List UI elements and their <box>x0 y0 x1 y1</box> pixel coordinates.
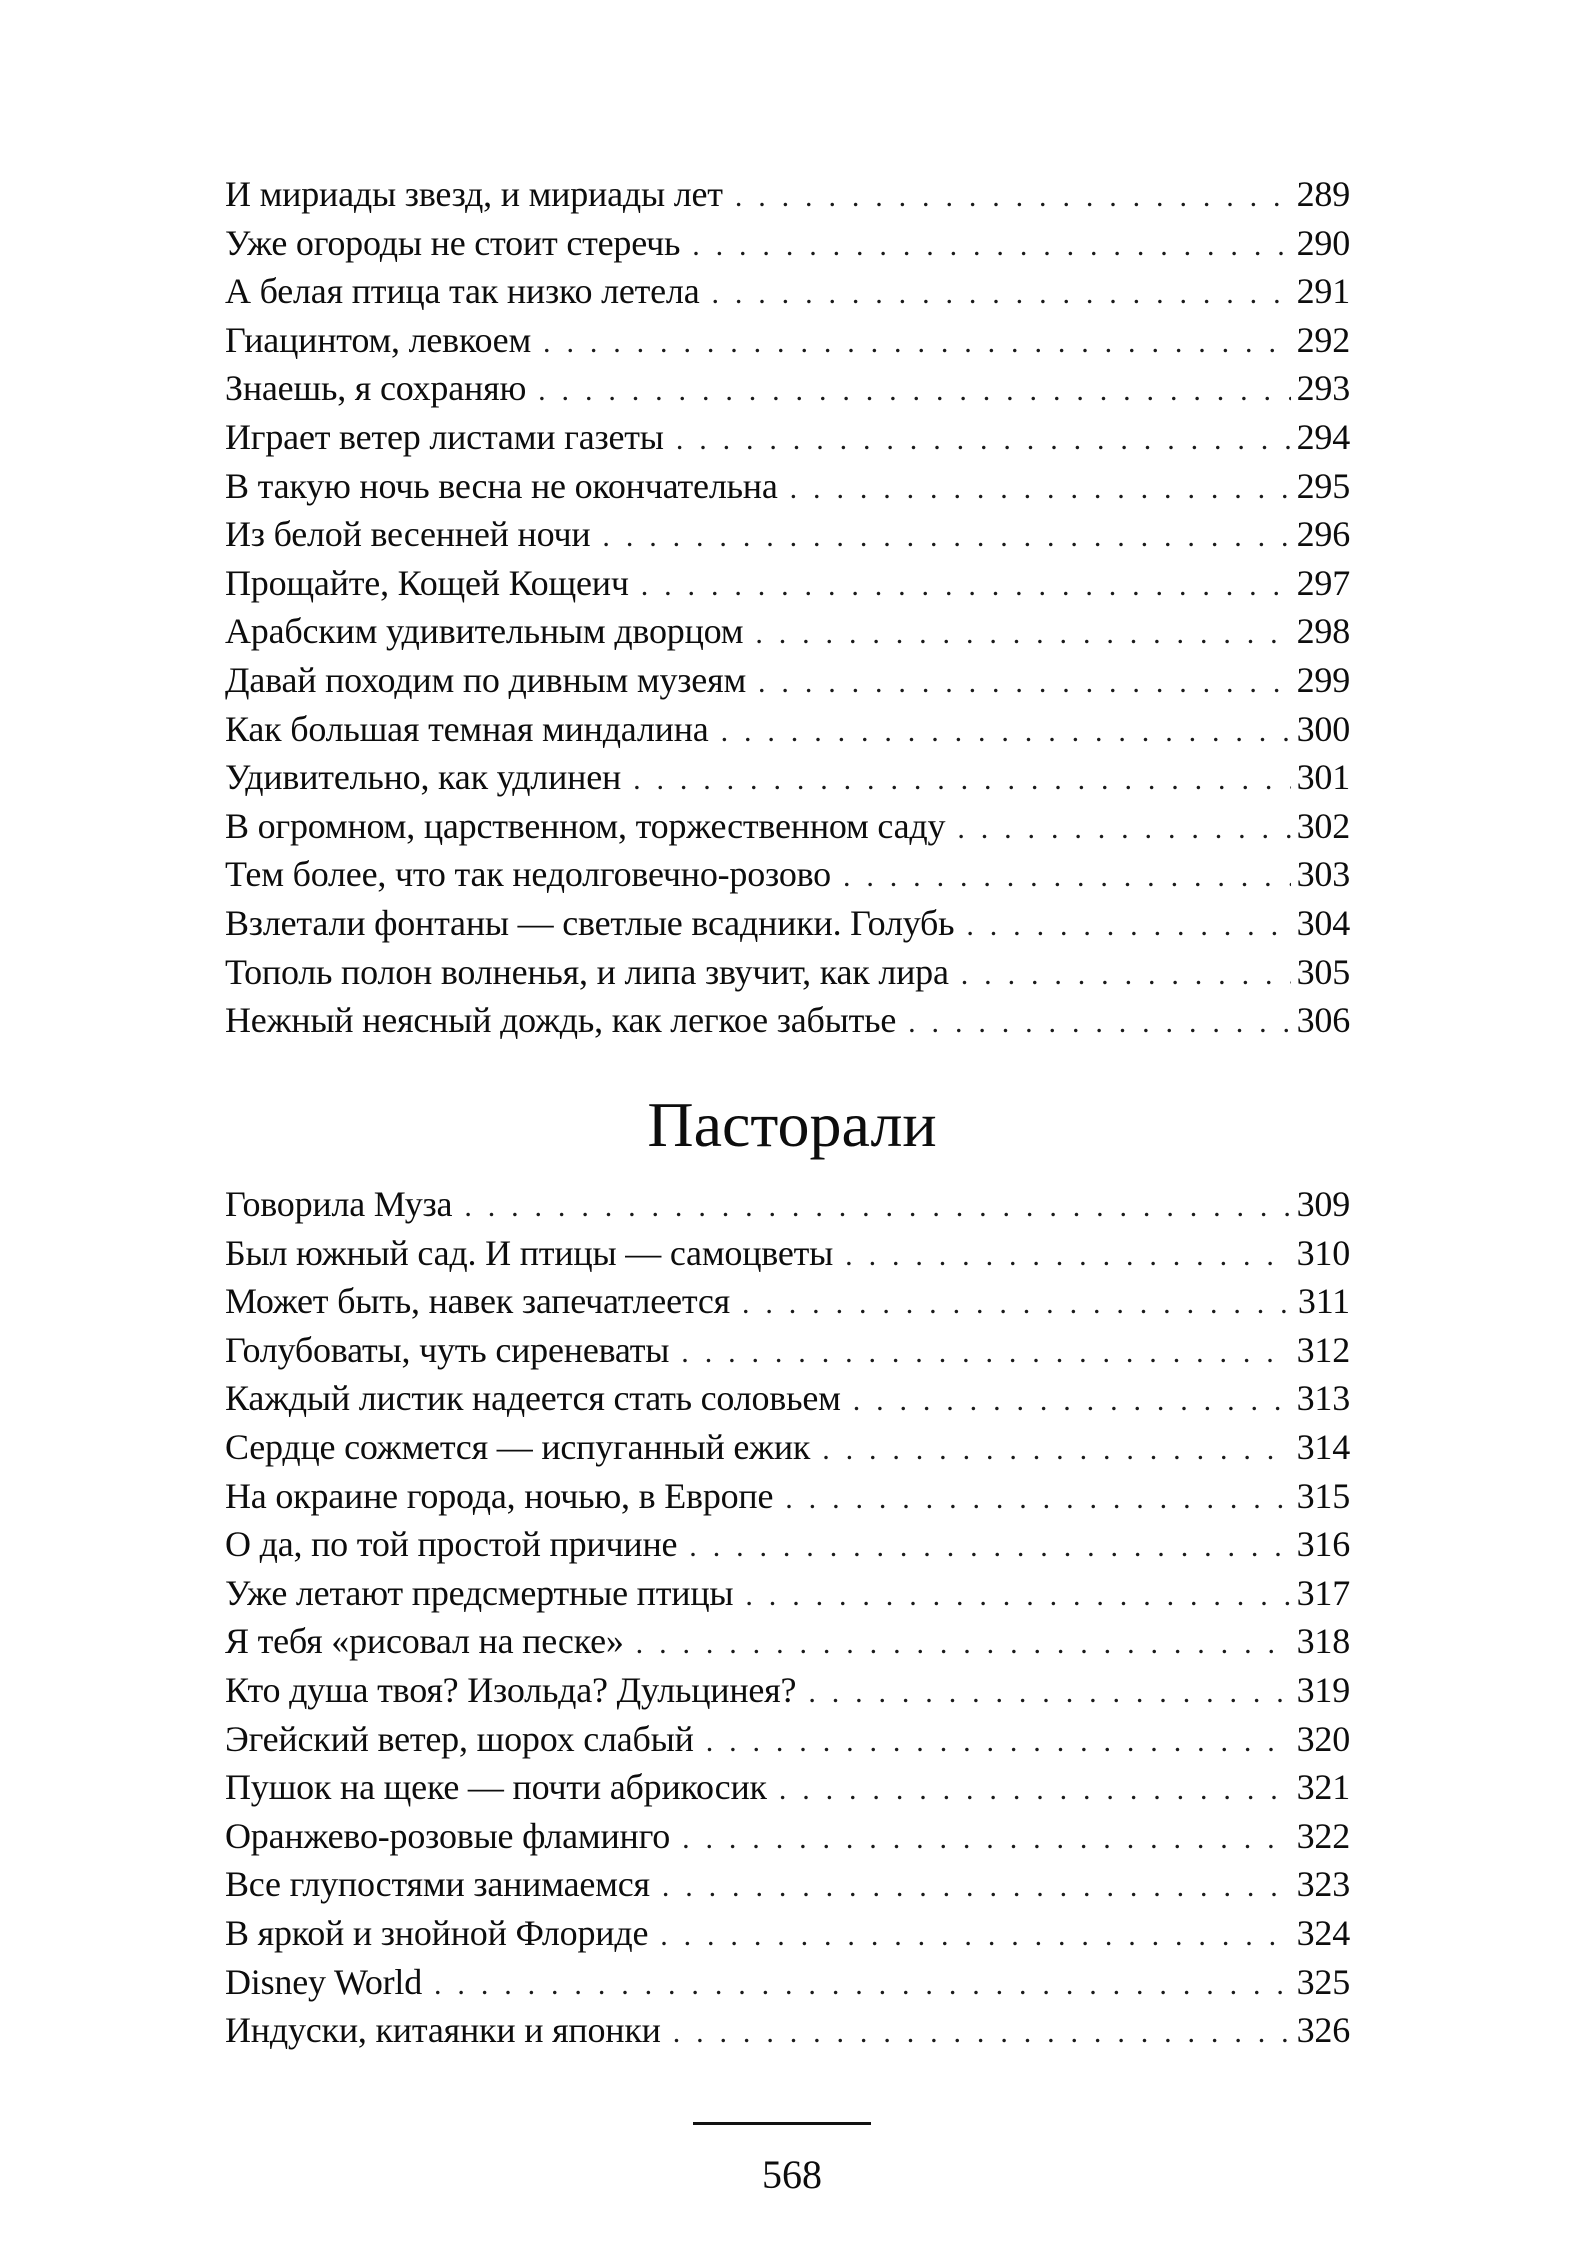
dot-leader <box>742 1280 1292 1329</box>
toc-entry-page: 309 <box>1296 1184 1350 1224</box>
toc-entry-page: 292 <box>1296 319 1350 360</box>
toc-entry <box>225 462 1350 511</box>
toc-entry <box>225 996 1350 1045</box>
toc-entry-title: В огромном, царственном, торжественном саду <box>225 805 946 846</box>
footer-divider <box>693 2122 871 2125</box>
dot-leader <box>692 222 1290 271</box>
toc-entry <box>225 1374 1350 1423</box>
toc-entry-title: Удивительно, как удлинен <box>225 757 622 798</box>
dot-leader <box>735 173 1291 222</box>
dot-leader <box>673 2009 1291 2058</box>
toc-entry-page: 306 <box>1296 1000 1350 1041</box>
toc-entry-title: Гиацинтом, левкоем <box>225 319 532 360</box>
toc-entry <box>225 170 1350 219</box>
dot-leader <box>633 756 1291 805</box>
dot-leader <box>662 1863 1291 1912</box>
dot-leader <box>602 513 1290 562</box>
toc-entry <box>225 219 1350 268</box>
toc-entry-page: 296 <box>1296 514 1350 555</box>
dot-leader <box>790 465 1291 514</box>
dot-leader <box>543 319 1291 368</box>
toc-entry-page: 304 <box>1296 902 1350 943</box>
toc-entry-page: 302 <box>1296 805 1350 846</box>
toc-entry-title: А белая птица так низко летела <box>225 271 700 312</box>
toc-entry-title: Нежный неясный дождь, как легкое забытье <box>225 1000 897 1041</box>
toc-entry <box>225 1423 1350 1472</box>
toc-entry-title: Из белой весенней ночи <box>225 514 591 555</box>
toc-entry-title: Тополь полон волненья, и липа звучит, как лира <box>225 951 949 992</box>
toc-entry <box>225 1958 1350 2007</box>
toc-entry <box>225 2006 1350 2055</box>
toc-entry <box>225 1617 1350 1666</box>
dot-leader <box>676 416 1291 465</box>
toc-entry-title: В яркой и знойной Флориде <box>225 1912 649 1953</box>
toc-entry-title: Играет ветер листами газеты <box>225 416 664 457</box>
toc-entry-page: 326 <box>1296 2010 1350 2051</box>
toc-entry-title: И мириады звезд, и мириады лет <box>225 174 723 214</box>
toc-entry <box>225 316 1350 365</box>
toc-entry-title: Индуски, китаянки и японки <box>225 2010 661 2051</box>
dot-leader <box>681 1329 1290 1378</box>
toc-entry-page: 318 <box>1296 1621 1350 1662</box>
toc-entry-title: Арабским удивительным дворцом <box>225 611 744 652</box>
toc-entry-title: Был южный сад. И птицы — самоцветы <box>225 1232 834 1273</box>
toc-entry <box>225 948 1350 997</box>
dot-leader <box>779 1766 1291 1815</box>
toc-entry-page: 314 <box>1296 1426 1350 1467</box>
dot-leader <box>785 1475 1290 1524</box>
toc-entry-title: Я тебя «рисовал на песке» <box>225 1621 624 1662</box>
toc-entry <box>225 559 1350 608</box>
dot-leader <box>745 1572 1290 1621</box>
dot-leader <box>641 562 1291 611</box>
dot-leader <box>706 1718 1291 1767</box>
toc-entry-title: Знаешь, я сохраняю <box>225 368 527 409</box>
dot-leader <box>721 708 1291 757</box>
toc-entry-page: 310 <box>1296 1232 1350 1273</box>
toc-entry-page: 317 <box>1296 1572 1350 1613</box>
toc-entry-page: 293 <box>1296 368 1350 409</box>
toc-entry <box>225 1277 1350 1326</box>
toc-entry-title: Как большая темная миндалина <box>225 708 709 749</box>
toc-entry-page: 319 <box>1296 1669 1350 1710</box>
dot-leader <box>758 659 1291 708</box>
toc-entry-title: Тем более, что так недолговечно-розово <box>225 854 831 895</box>
toc-entry-page: 313 <box>1296 1378 1350 1419</box>
toc-entry-page: 311 <box>1297 1281 1350 1322</box>
toc-entry-page: 295 <box>1296 465 1350 506</box>
toc-entry <box>225 1909 1350 1958</box>
toc-entry-page: 299 <box>1296 659 1350 700</box>
dot-leader <box>808 1669 1290 1718</box>
dot-leader <box>957 805 1290 854</box>
toc-entry-page: 325 <box>1296 1961 1350 2002</box>
dot-leader <box>966 902 1290 951</box>
toc-entry-title: Прощайте, Кощей Кощеич <box>225 562 629 603</box>
toc-entry <box>225 1229 1350 1278</box>
toc-entry-page: 312 <box>1296 1329 1350 1370</box>
toc-entry-title: Disney World <box>225 1961 423 2002</box>
toc-entry <box>225 802 1350 851</box>
page-number: 568 <box>762 2152 822 2197</box>
toc-list-part2 <box>225 1180 1350 2055</box>
toc-entry-page: 324 <box>1296 1912 1350 1953</box>
toc-entry <box>225 1715 1350 1764</box>
dot-leader <box>853 1377 1291 1426</box>
toc-entry <box>225 413 1350 462</box>
toc-entry <box>225 1520 1350 1569</box>
dot-leader <box>660 1912 1290 1961</box>
toc-entry <box>225 267 1350 316</box>
toc-entry-page: 301 <box>1296 757 1350 798</box>
toc-entry <box>225 705 1350 754</box>
toc-entry-page: 297 <box>1296 562 1350 603</box>
toc-entry-title: Давай походим по дивным музеям <box>225 659 747 700</box>
toc-entry <box>225 510 1350 559</box>
toc-entry-page: 290 <box>1296 222 1350 263</box>
toc-entry <box>225 1666 1350 1715</box>
toc-entry-page: 320 <box>1296 1718 1350 1759</box>
toc-entry <box>225 1860 1350 1909</box>
toc-entry-title: Сердце сожмется — испуганный ежик <box>225 1426 811 1467</box>
dot-leader <box>711 270 1290 319</box>
toc-list-part1 <box>225 170 1350 1045</box>
dot-leader <box>538 367 1290 416</box>
toc-entry-title: Пушок на щеке — почти абрикосик <box>225 1767 767 1808</box>
toc-entry <box>225 656 1350 705</box>
toc-entry <box>225 1472 1350 1521</box>
toc-entry-page: 316 <box>1296 1524 1350 1565</box>
toc-entry <box>225 607 1350 656</box>
toc-entry-title: Эгейский ветер, шорох слабый <box>225 1718 694 1759</box>
dot-leader <box>464 1183 1290 1232</box>
dot-leader <box>755 610 1290 659</box>
toc-entry <box>225 899 1350 948</box>
dot-leader <box>434 1961 1291 2010</box>
toc-entry <box>225 1569 1350 1618</box>
toc-entry-title: Уже огороды не стоит стеречь <box>225 222 681 263</box>
toc-entry-page: 315 <box>1296 1475 1350 1516</box>
toc-entry <box>225 364 1350 413</box>
toc-entry-page: 291 <box>1296 271 1350 312</box>
toc-entry-page: 294 <box>1296 416 1350 457</box>
toc-entry-page: 298 <box>1296 611 1350 652</box>
toc-entry-page: 322 <box>1296 1815 1350 1856</box>
toc-entry-page: 300 <box>1296 708 1350 749</box>
dot-leader <box>636 1620 1291 1669</box>
toc-entry <box>225 850 1350 899</box>
toc-entry-title: Кто душа твоя? Изольда? Дульцинея? <box>225 1669 797 1710</box>
toc-entry-page: 305 <box>1296 951 1350 992</box>
dot-leader <box>961 951 1291 1000</box>
toc-entry-page: 289 <box>1296 174 1350 214</box>
dot-leader <box>908 999 1290 1048</box>
dot-leader <box>843 853 1291 902</box>
toc-entry-page: 323 <box>1296 1864 1350 1905</box>
dot-leader <box>682 1815 1291 1864</box>
toc-entry-title: Голубоваты, чуть сиреневаты <box>225 1329 670 1370</box>
toc-entry <box>225 1326 1350 1375</box>
toc-entry-title: О да, по той простой причине <box>225 1524 678 1565</box>
toc-entry <box>225 753 1350 802</box>
dot-leader <box>689 1523 1290 1572</box>
toc-entry-page: 321 <box>1296 1767 1350 1808</box>
toc-entry-title: Уже летают предсмертные птицы <box>225 1572 734 1613</box>
toc-entry-title: Оранжево-розовые фламинго <box>225 1815 671 1856</box>
toc-entry-title: Взлетали фонтаны — светлые всадники. Голубь <box>225 902 955 943</box>
dot-leader <box>845 1232 1290 1281</box>
toc-entry <box>225 1812 1350 1861</box>
toc-entry-title: Говорила Муза <box>225 1184 453 1224</box>
toc-entry-title: Каждый листик надеется стать соловьем <box>225 1378 841 1419</box>
toc-entry-page: 303 <box>1296 854 1350 895</box>
section-heading: Пасторали <box>647 1089 937 1160</box>
toc-entry-title: Может быть, навек запечатлеется <box>225 1281 730 1322</box>
dot-leader <box>822 1426 1290 1475</box>
toc-entry-title: Все глупостями занимаемся <box>225 1864 650 1905</box>
toc-entry <box>225 1180 1350 1229</box>
toc-entry <box>225 1763 1350 1812</box>
toc-entry-title: На окраине города, ночью, в Европе <box>225 1475 774 1516</box>
toc-entry-title: В такую ночь весна не окончательна <box>225 465 778 506</box>
